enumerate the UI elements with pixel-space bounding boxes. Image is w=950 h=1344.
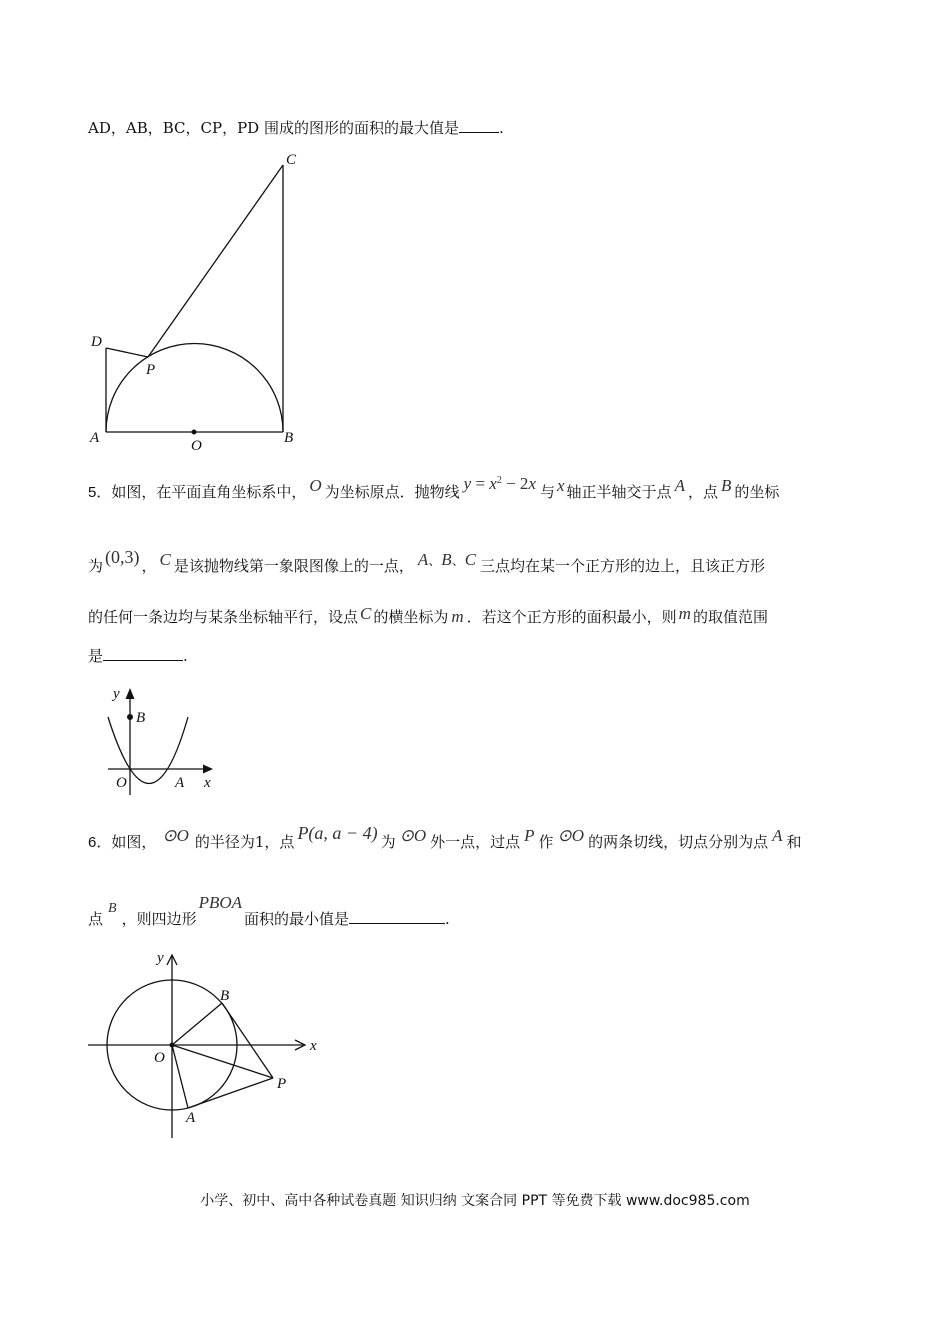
fig6-label-y: y [157,950,164,966]
q5-line-1: 5．如图，在平面直角坐标系中， O 为坐标原点．抛物线 $y = x^2 - 2x$ 与 x 轴正半轴交于点 A ，点 B 的坐标 [88,474,780,501]
page-footer: 小学、初中、高中各种试卷真题 知识归纳 文案合同 PPT 等免费下载 www.doc985.com [200,1193,750,1209]
fig6-label-a: A [186,1110,196,1126]
fig6-tangent-pb [222,1003,273,1078]
fig6-segment-ob [172,1003,222,1045]
q5-line-2: 为 (0,3) ， C 是该抛物线第一象限图像上的一点， A、B、C 三点均在某一个正方形的边上，且该正方形 [88,547,766,575]
fig6-label-x: x [310,1038,317,1054]
fig4-label-d: D [91,334,102,350]
fig6-circle [107,980,237,1110]
fig5-label-o: O [116,775,127,791]
fig4-label-o: O [191,438,202,454]
fig6-segment-oa [172,1045,188,1108]
fig5-label-a: A [175,775,185,791]
q6-line-2: 点B，则四边形PBOA面积的最小值是 . [88,893,450,928]
fig6-y-arrow [167,955,177,965]
q5-origin-o: O [309,476,322,495]
q6-point-p: P(a, a − 4) [297,823,378,843]
q6-line-1: 6．如图， ⊙O 的半径为1，点 P(a, a − 4) 为 ⊙O 外一点，过点 P 作 ⊙O 的两条切线，切点分别为点 A 和 [88,823,802,851]
fig5-label-b: B [136,710,146,726]
fig4-label-p: P [146,362,156,378]
fig4-label-a: A [90,430,100,446]
fig4-segment-cp [148,165,283,357]
q5-point-b-coord: (0,3) [105,547,140,567]
fig4-semicircle [106,344,283,433]
fig5-parabola [108,717,188,784]
fig5-label-x: x [204,775,211,791]
fig6-label-p: P [277,1076,287,1092]
fig6-label-o: O [154,1050,165,1066]
fig6-label-b: B [220,988,230,1004]
q6-circle-o: ⊙O [162,826,189,845]
fig6-tangent-pa [188,1078,273,1108]
fig4-segment-dp [106,348,148,357]
fig6-x-arrow [295,1040,305,1050]
q5-answer-blank[interactable] [103,646,183,661]
fig5-label-y: y [113,686,120,702]
fig4-center-dot [192,430,197,435]
q4-answer-blank[interactable] [459,118,499,133]
q5-line-4: 是 . [88,647,188,665]
fig4-label-c: C [286,152,297,168]
fig5-y-arrow [126,688,135,699]
q5-parabola-equation: $y = x^2 - 2x$ [463,474,536,493]
q5-line-3: 的任何一条边均与某条坐标轴平行，设点 C 的横坐标为 m ．若这个正方形的面积最小，则 m 的取值范围 [88,604,768,626]
q6-answer-blank[interactable] [349,909,445,924]
q4-text: AD，AB，BC，CP，PD 围成的图形的面积的最大值是 [88,119,459,137]
fig6-origin-dot [170,1043,175,1048]
fig6-segment-op [172,1045,273,1078]
q5-points-abc: A、B、C [417,550,477,569]
q6-number: 6． [88,834,112,851]
fig5-point-b-dot [127,714,133,720]
fig4-label-b: B [284,430,294,446]
fig5-x-arrow [203,765,213,774]
q4-text-line: AD，AB，BC，CP，PD 围成的图形的面积的最大值是 . [88,119,504,137]
q6-quadrilateral: PBOA [198,893,243,912]
q5-number: 5． [88,484,112,501]
